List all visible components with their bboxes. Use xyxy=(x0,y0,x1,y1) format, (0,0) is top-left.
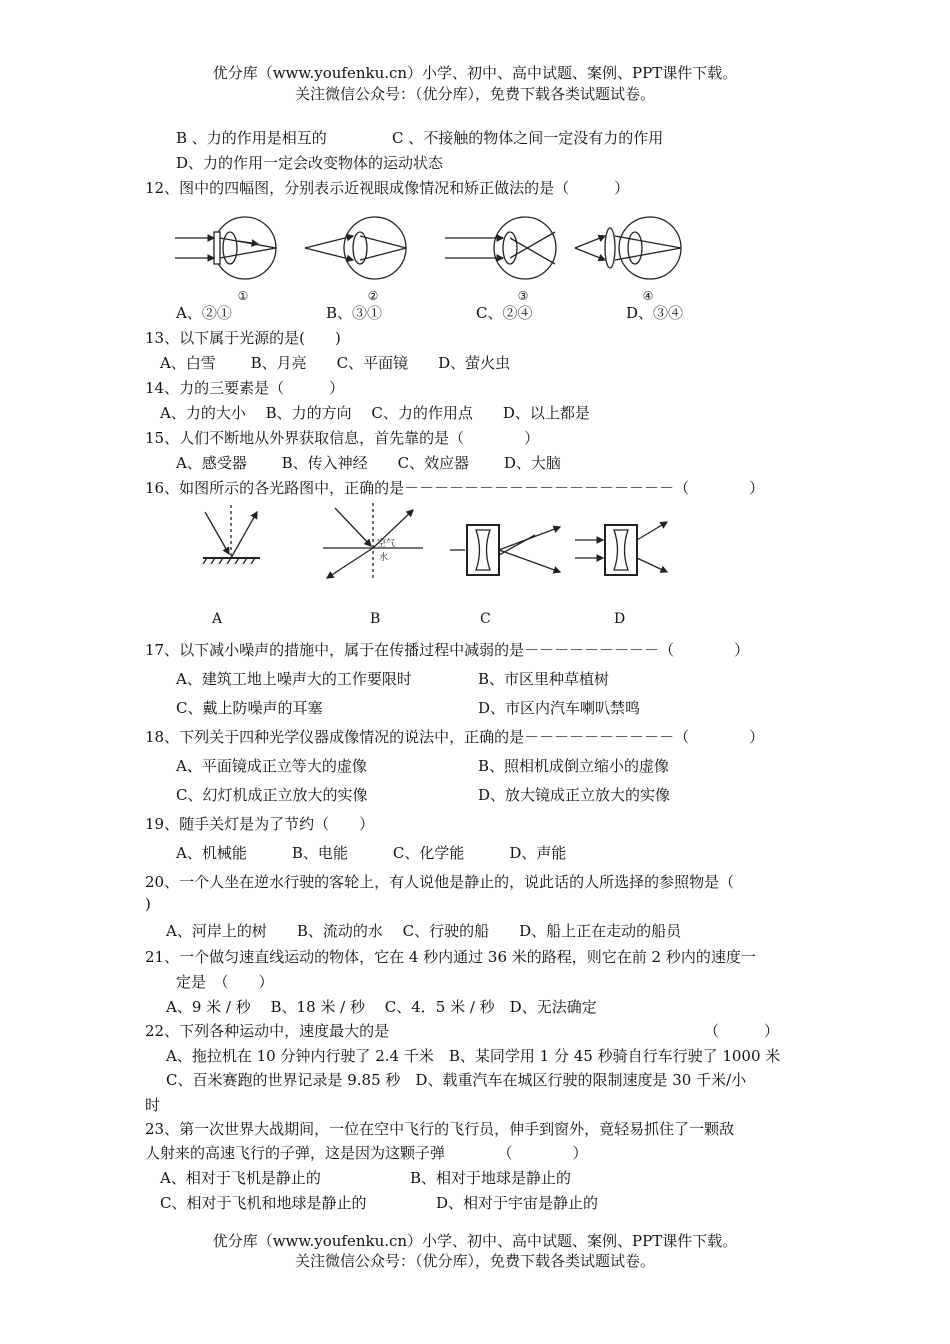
q16-label-a: A xyxy=(212,611,223,627)
footer-line-1: 优分库（www.youfenku.cn）小学、初中、高中试题、案例、PPT课件下载。 xyxy=(212,1232,738,1250)
q18-option-c: C、幻灯机成正立放大的实像 xyxy=(176,786,368,804)
q21-stem-line2: 定是 （ ） xyxy=(176,973,274,991)
q22-options-cd: C、百米赛跑的世界记录是 9.85 秒 D、载重汽车在城区行驶的限制速度是 30 千米/小 xyxy=(166,1071,747,1089)
q11-option-c: C 、不接触的物体之间一定没有力的作用 xyxy=(392,129,664,147)
diagram-c-concave-lens-box xyxy=(450,525,560,575)
header-line-2: 关注微信公众号：（优分库），免费下载各类试题试卷。 xyxy=(294,85,655,103)
q18-stem: 18、下列关于四种光学仪器成像情况的说法中，正确的是－－－－－－－－－－（ ） xyxy=(145,728,765,746)
q23-stem-line1: 23、第一次世界大战期间，一位在空中飞行的飞行员，伸手到窗外，竟轻易抓住了一颗敌 xyxy=(145,1120,735,1138)
q19-options: A、机械能 B、电能 C、化学能 D、声能 xyxy=(176,844,567,862)
q20-stem-line1: 20、一个人坐在逆水行驶的客轮上，有人说他是静止的，说此话的人所选择的参照物是（ xyxy=(145,873,735,891)
q16-stem: 16、如图所示的各光路图中，正确的是－－－－－－－－－－－－－－－－－－（ ） xyxy=(145,479,765,497)
q14-stem: 14、力的三要素是（ ） xyxy=(145,379,345,397)
fig-label-4: ④ xyxy=(642,289,654,303)
q22-options-ab: A、拖拉机在 10 分钟内行驶了 2.4 千米 B、某同学用 1 分 45 秒骑自行车行驶了 1000 米 xyxy=(166,1047,781,1065)
q13-stem: 13、以下属于光源的是( ) xyxy=(145,329,341,347)
diagram-d-concave-lens-box xyxy=(575,522,667,575)
q11-option-b: B 、力的作用是相互的 xyxy=(176,129,327,147)
q23-option-d: D、相对于宇宙是静止的 xyxy=(436,1194,599,1212)
header-line-1: 优分库（www.youfenku.cn）小学、初中、高中试题、案例、PPT课件下载。 xyxy=(212,64,738,82)
eye-diagram-4 xyxy=(575,217,681,279)
q16-label-d: D xyxy=(614,611,626,627)
q23-option-c: C、相对于飞机和地球是静止的 xyxy=(160,1194,367,1212)
q17-option-a: A、建筑工地上噪声大的工作要限时 xyxy=(176,670,412,688)
q19-stem: 19、随手关灯是为了节约（ ） xyxy=(145,815,375,833)
diagram-a-reflection xyxy=(203,505,260,564)
label-water: 水 xyxy=(379,553,389,563)
fig-label-1: ① xyxy=(237,289,249,303)
q22-answer-paren: （ ） xyxy=(704,1022,780,1040)
q20-stem-line2: ) xyxy=(145,895,151,913)
q17-option-b: B、市区里种草植树 xyxy=(478,670,610,688)
q18-option-b: B、照相机成倒立缩小的虚像 xyxy=(478,757,670,775)
q22-stem: 22、下列各种运动中，速度最大的是 xyxy=(145,1022,390,1040)
q17-option-d: D、市区内汽车喇叭禁鸣 xyxy=(478,699,641,717)
q14-options: A、力的大小 B、力的方向 C、力的作用点 D、以上都是 xyxy=(160,404,590,422)
q12-option-a: A、②① xyxy=(176,304,232,322)
q21-options: A、9 米 / 秒 B、18 米 / 秒 C、4．5 米 / 秒 D、无法确定 xyxy=(166,998,597,1016)
q23-stem-line2: 人射来的高速飞行的子弹，这是因为这颗子弹 （ ） xyxy=(145,1144,588,1162)
q17-option-c: C、戴上防噪声的耳塞 xyxy=(176,699,323,717)
fig-label-3: ③ xyxy=(517,289,529,303)
q16-label-b: B xyxy=(370,611,381,627)
q23-option-a: A、相对于飞机是静止的 xyxy=(160,1169,321,1187)
q18-option-d: D、放大镜成正立放大的实像 xyxy=(478,786,671,804)
q17-stem: 17、以下减小噪声的措施中，属于在传播过程中减弱的是－－－－－－－－－（ ） xyxy=(145,641,750,659)
eye-diagram-2 xyxy=(305,217,406,279)
q11-option-d: D、力的作用一定会改变物体的运动状态 xyxy=(176,154,444,172)
q22-options-tail: 时 xyxy=(145,1096,161,1114)
q20-options: A、河岸上的树 B、流动的水 C、行驶的船 D、船上正在走动的船员 xyxy=(166,922,682,940)
q18-option-a: A、平面镜成正立等大的虚像 xyxy=(176,757,367,775)
eye-diagram-1 xyxy=(175,217,276,279)
q23-option-b: B、相对于地球是静止的 xyxy=(410,1169,572,1187)
q21-stem-line1: 21、一个做匀速直线运动的物体，它在 4 秒内通过 36 米的路程，则它在前 2 秒内的速度一 xyxy=(145,948,756,966)
q16-light-path-diagrams xyxy=(195,500,695,585)
label-air: 空气 xyxy=(377,539,396,549)
q12-stem: 12、图中的四幅图，分别表示近视眼成像情况和矫正做法的是（ ） xyxy=(145,179,630,197)
q12-option-d: D、③④ xyxy=(626,304,684,322)
eye-diagram-3 xyxy=(445,217,556,279)
footer-line-2: 关注微信公众号：（优分库），免费下载各类试题试卷。 xyxy=(294,1252,655,1270)
fig-label-2: ② xyxy=(367,289,379,303)
q13-options: A、白雪 B、月亮 C、平面镜 D、萤火虫 xyxy=(160,354,511,372)
q15-stem: 15、人们不断地从外界获取信息，首先靠的是（ ） xyxy=(145,429,540,447)
q12-option-b: B、③① xyxy=(326,304,383,322)
q16-label-c: C xyxy=(480,611,491,627)
q12-option-c: C、②④ xyxy=(476,304,533,322)
q12-eye-diagrams xyxy=(170,212,700,304)
diagram-b-refraction xyxy=(323,503,423,580)
q15-options: A、感受器 B、传入神经 C、效应器 D、大脑 xyxy=(176,454,561,472)
